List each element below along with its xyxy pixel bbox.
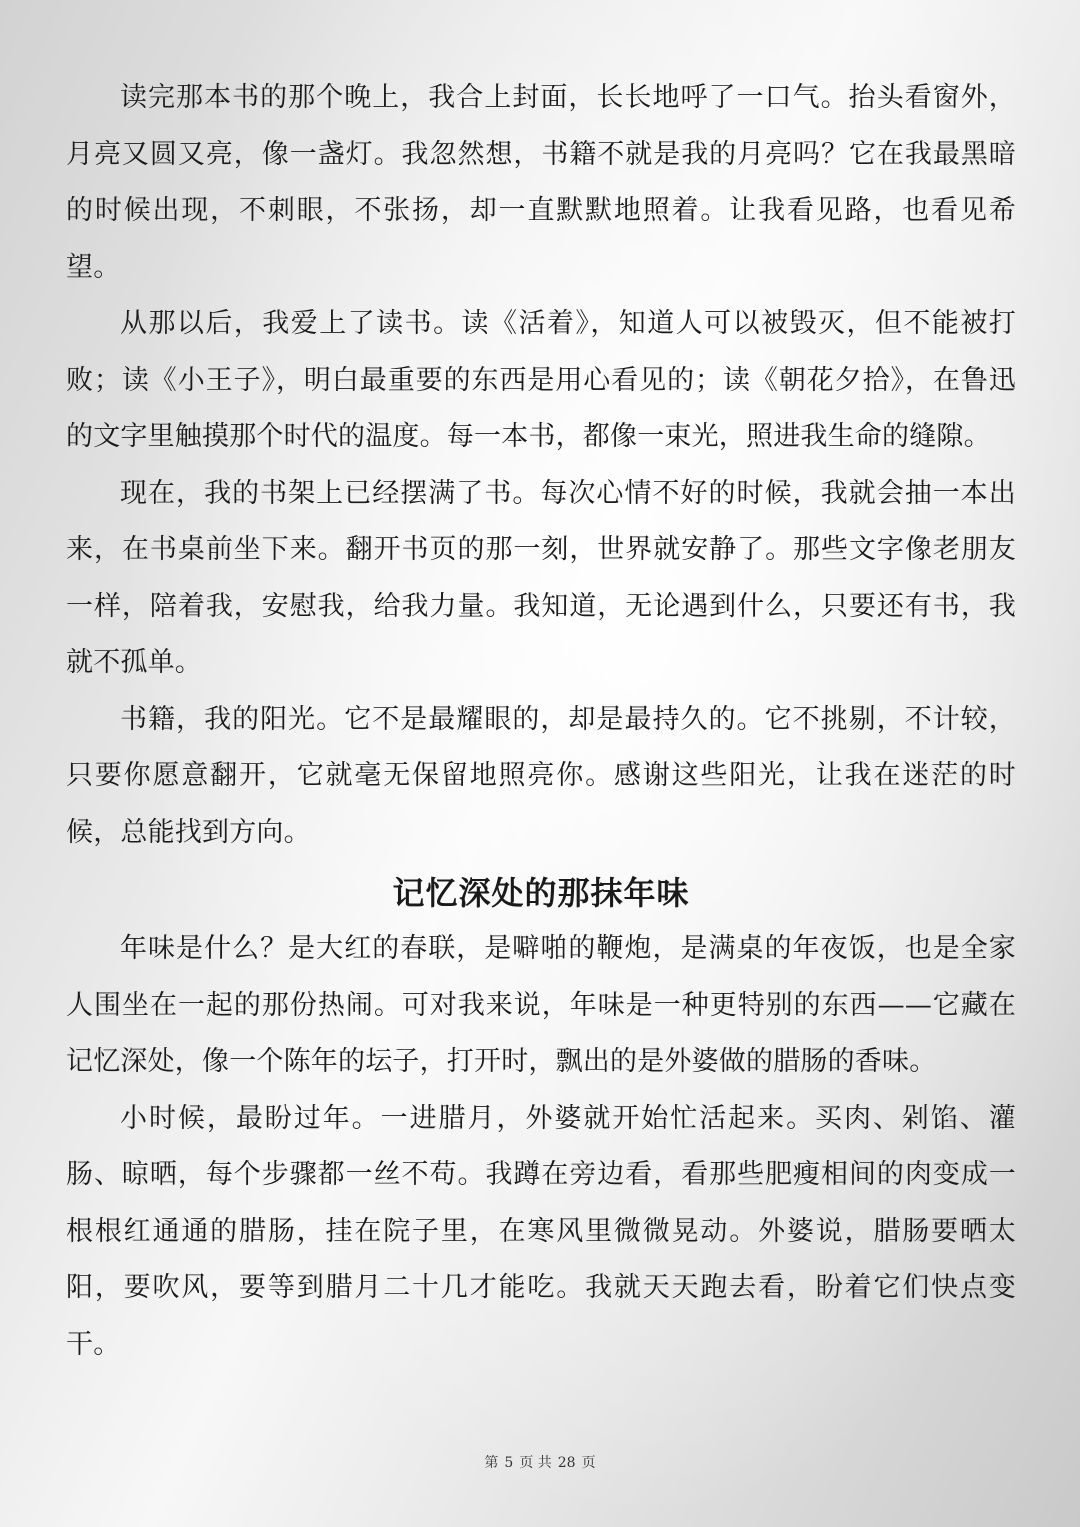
paragraph: 读完那本书的那个晚上，我合上封面，长长地呼了一口气。抬头看窗外，月亮又圆又亮，像一盏灯。我忽然想，书籍不就是我的月亮吗？它在我最黑暗的时候出现，不刺眼，不张扬，却一直默默地照着。让我看见路，也看见希望。 (66, 82, 1016, 283)
footer-page-number: 5 (504, 1455, 514, 1471)
page-footer (0, 1452, 1080, 1472)
footer-prefix: 第 (484, 1455, 499, 1471)
paragraph: 小时候，最盼过年。一进腊月，外婆就开始忙活起来。买肉、剁馅、灌肠、晾晒，每个步骤都一丝不苟。我蹲在旁边看，看那些肥瘦相间的肉变成一根根红通通的腊肠，挂在院子里，在寒风里微微晃动。外婆说，腊肠要晒太阳，要吹风，要等到腊月二十几才能吃。我就天天跑去看，盼着它们快点变干。 (66, 1102, 1016, 1360)
section-title: 记忆深处的那抹年味 (392, 874, 690, 912)
paragraph: 从那以后，我爱上了读书。读《活着》，知道人可以被毁灭，但不能被打败；读《小王子》，明白最重要的东西是用心看见的；读《朝花夕拾》，在鲁迅的文字里触摸那个时代的温度。每一本书，都像一束光，照进我生命的缝隙。 (66, 308, 1016, 452)
document-body (66, 70, 1016, 1373)
footer-total-pages: 28 (557, 1455, 576, 1471)
footer-suffix: 页 (581, 1455, 596, 1471)
paragraph: 年味是什么？是大红的春联，是噼啪的鞭炮，是满桌的年夜饭，也是全家人围坐在一起的那份热闹。可对我来说，年味是一种更特别的东西——它藏在记忆深处，像一个陈年的坛子，打开时，飘出的是外婆做的腊肠的香味。 (66, 933, 1016, 1077)
paragraph: 书籍，我的阳光。它不是最耀眼的，却是最持久的。它不挑剔，不计较，只要你愿意翻开，它就毫无保留地照亮你。感谢这些阳光，让我在迷茫的时候，总能找到方向。 (66, 703, 1016, 848)
paragraph: 现在，我的书架上已经摆满了书。每次心情不好的时候，我就会抽一本出来，在书桌前坐下来。翻开书页的那一刻，世界就安静了。那些文字像老朋友一样，陪着我，安慰我，给我力量。我知道，无论遇到什么，只要还有书，我就不孤单。 (66, 477, 1016, 678)
footer-mid: 页 共 (519, 1455, 552, 1471)
